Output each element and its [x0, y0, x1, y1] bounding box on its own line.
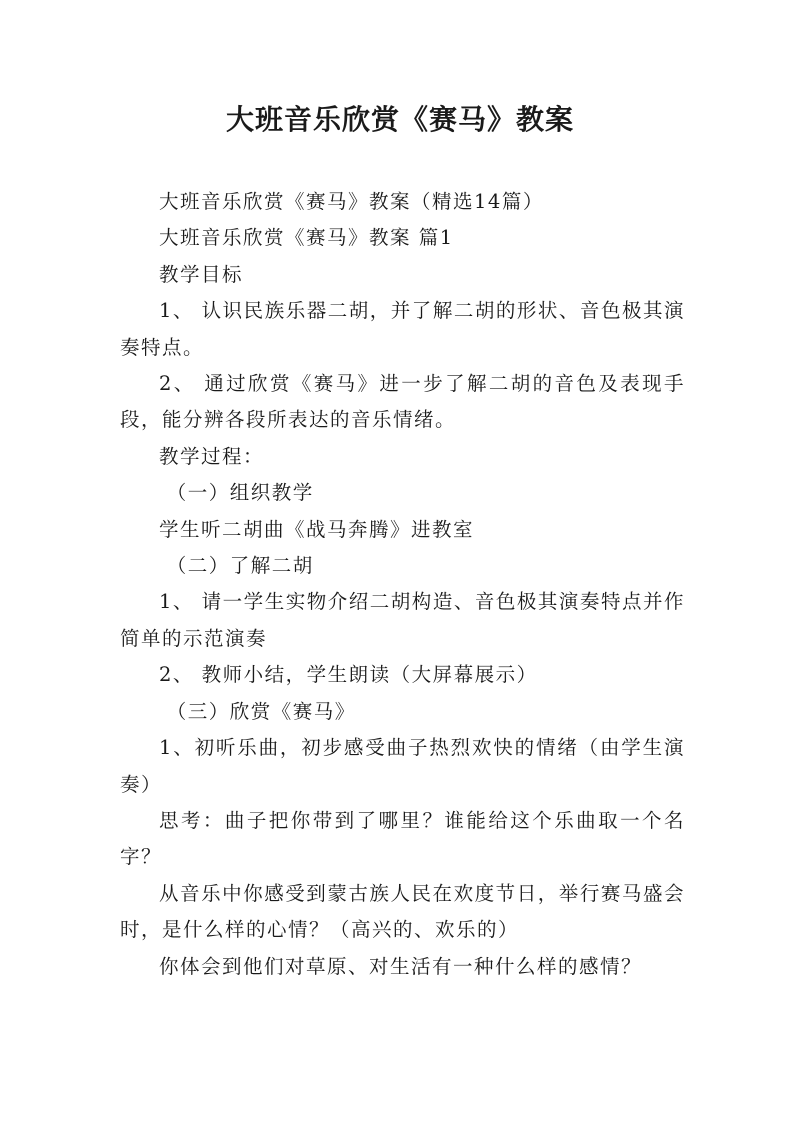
paragraph-step-2-item-2: 2、 教师小结，学生朗读（大屏幕展示） — [159, 663, 538, 687]
paragraph-process-heading: 教学过程： — [159, 444, 265, 468]
paragraph-step-2-heading: （二）了解二胡 — [166, 554, 314, 578]
paragraph-goals-heading: 教学目标 — [159, 262, 244, 286]
paragraph-question-2: 从音乐中你感受到蒙古族人民在欢度节日，举行赛马盛会时，是什么样的心情？（高兴的、欢乐的） — [120, 881, 685, 942]
paragraph-section-heading: 大班音乐欣赏《赛马》教案 篇1 — [159, 226, 454, 250]
paragraph-goal-2: 2、 通过欣赏《赛马》进一步了解二胡的音色及表现手段，能分辨各段所表达的音乐情绪。 — [120, 372, 685, 432]
paragraph-goal-1: 1、 认识民族乐器二胡，并了解二胡的形状、音色极其演奏特点。 — [120, 299, 685, 359]
paragraph-question-1: 思考：曲子把你带到了哪里？谁能给这个乐曲取一个名字？ — [120, 808, 685, 869]
document-title: 大班音乐欣赏《赛马》教案 — [225, 103, 574, 136]
paragraph-step-1-text: 学生听二胡曲《战马奔腾》进教室 — [159, 517, 475, 541]
document-body — [120, 184, 685, 985]
paragraph-question-3: 你体会到他们对草原、对生活有一种什么样的感情？ — [159, 954, 643, 978]
paragraph-subtitle: 大班音乐欣赏《赛马》教案（精选14篇） — [159, 190, 544, 213]
paragraph-step-3-heading: （三）欣赏《赛马》 — [166, 699, 356, 723]
paragraph-step-1-heading: （一）组织教学 — [166, 481, 314, 505]
paragraph-step-2-item-1: 1、 请一学生实物介绍二胡构造、音色极其演奏特点并作简单的示范演奏 — [120, 590, 685, 650]
paragraph-step-3-item-1: 1、初听乐曲，初步感受曲子热烈欢快的情绪（由学生演奏） — [120, 736, 685, 796]
